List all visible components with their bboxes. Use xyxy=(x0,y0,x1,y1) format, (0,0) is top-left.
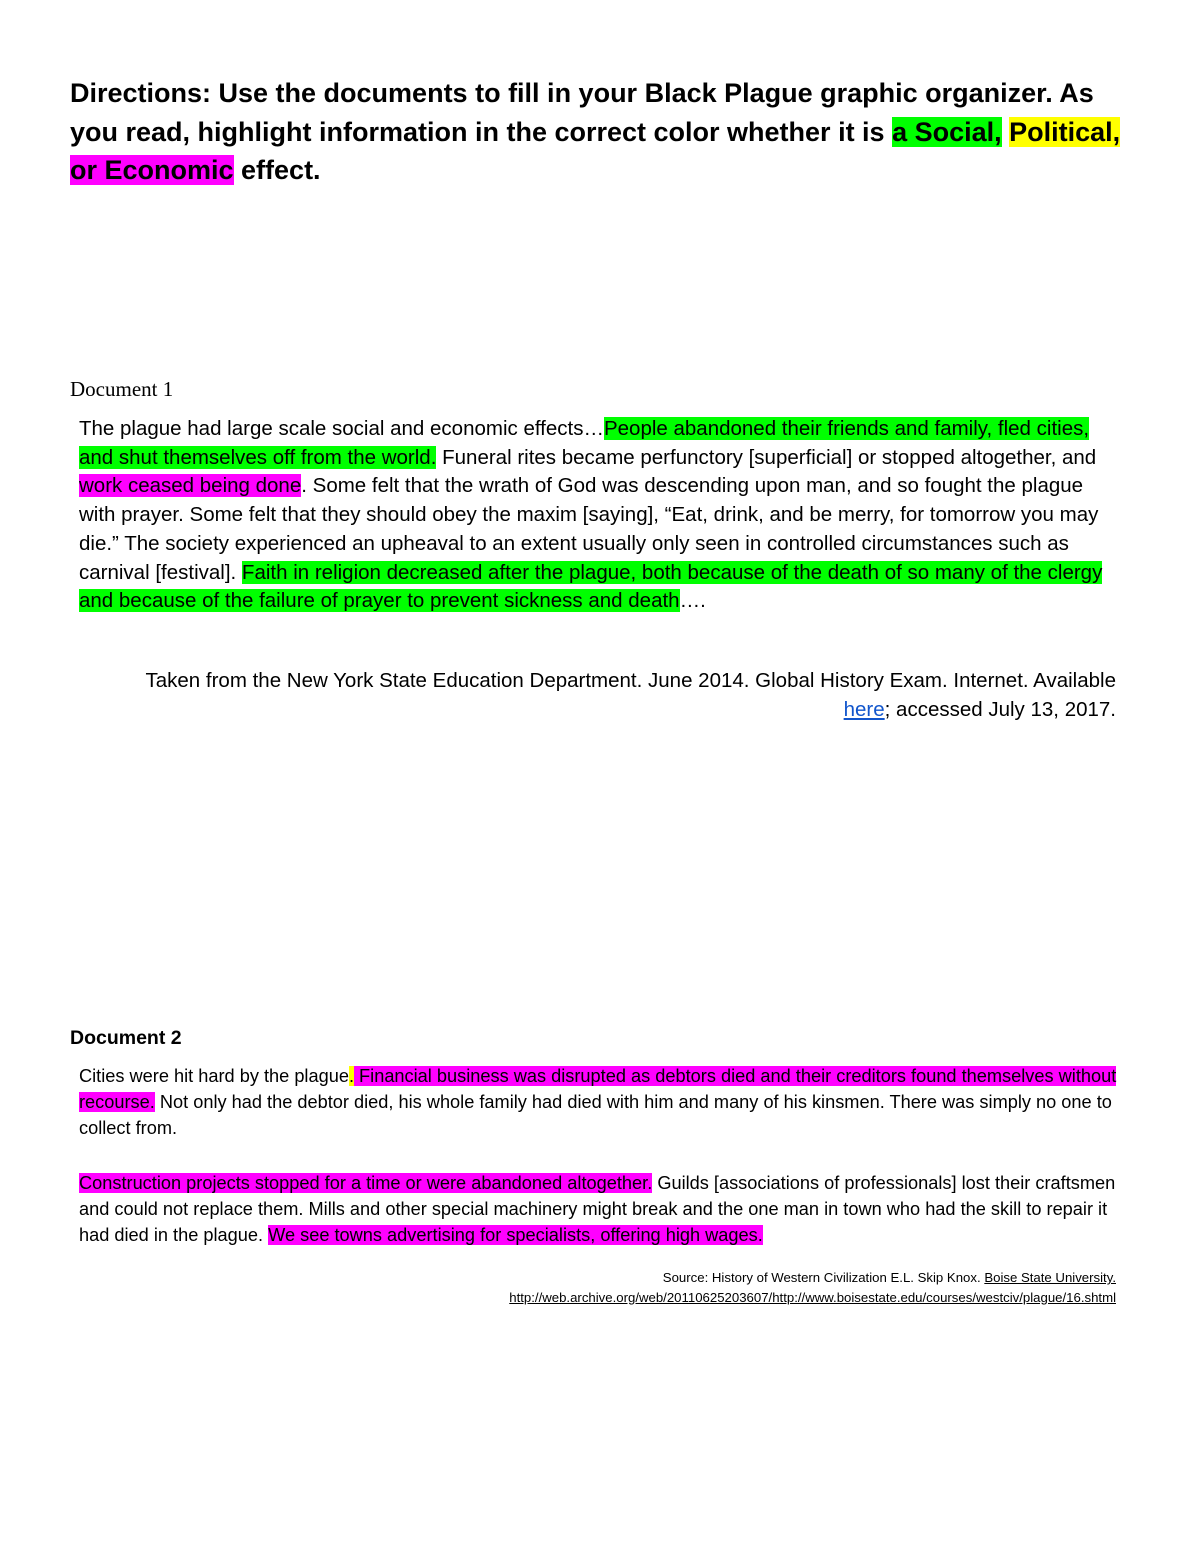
doc2-economic-highlight: We see towns advertising for specialists, offering high wages. xyxy=(268,1225,763,1245)
doc2-economic-highlight: Construction projects stopped for a time or were abandoned altogether. xyxy=(79,1173,653,1193)
doc1-text-segment: Funeral rites became perfunctory [superficial] or stopped altogether, and xyxy=(436,445,1097,469)
source-url-link[interactable]: http://web.archive.org/web/20110625203607/http://www.boisestate.edu/courses/westciv/plague/16.shtml xyxy=(509,1290,1116,1305)
doc1-social-highlight: Faith in religion decreased after the plague, both because of the death of so many of the clergy and because of the failure of prayer to prevent sickness and death xyxy=(79,560,1103,613)
directions-text: Directions: Use the documents to fill in your Black Plague graphic organizer. As you read, highlight information in the correct color whether it is xyxy=(70,78,1094,147)
economic-highlight-label: or Economic xyxy=(70,155,234,185)
doc1-text-segment: The plague had large scale social and economic effects… xyxy=(79,417,604,440)
doc2-political-highlight: . xyxy=(348,1066,354,1086)
doc1-text-segment: . Some felt that the wrath of God was descending upon man, and so fought the plague with prayer. Some felt that they should obey the maxim [saying], “Eat, drink, and be merry, for tomorrow you may die.” The society experienced an upheaval to an extent usually only seen in controlled circumstances such as carnival [festival]. xyxy=(79,474,1099,584)
political-highlight-label: Political, xyxy=(1009,116,1121,147)
citation-text: Taken from the New York State Education Department. June 2014. Global History Exam. Internet. Available xyxy=(145,669,1116,692)
doc1-text-segment: …. xyxy=(679,589,706,613)
directions-suffix: effect. xyxy=(233,155,321,185)
doc1-economic-highlight: work ceased being done xyxy=(79,474,302,498)
doc2-text-segment: Cities were hit hard by the plague xyxy=(79,1066,349,1086)
source-organization: Boise State University. xyxy=(984,1270,1116,1285)
doc2-economic-highlight: Financial business was disrupted as debtors died and their creditors found themselves without recourse. xyxy=(79,1066,1117,1112)
citation-suffix: ; accessed July 13, 2017. xyxy=(884,698,1116,721)
document-2-paragraph-2 xyxy=(79,1170,1119,1248)
citation-link[interactable]: here xyxy=(843,698,885,721)
document-1-citation xyxy=(79,666,1116,724)
document-2-paragraph-1 xyxy=(79,1063,1119,1141)
document-1-heading: Document 1 xyxy=(70,377,174,401)
doc2-text-segment: Guilds [associations of professionals] lost their craftsmen and could not replace them. Mills and other special machinery might break and the one man in town who had the skill to repair it had died in the plague. xyxy=(79,1173,1116,1245)
directions xyxy=(70,74,1130,190)
document-1-text xyxy=(79,415,1119,616)
source-text: Source: History of Western Civilization E.L. Skip Knox. xyxy=(662,1270,985,1285)
document-2-source xyxy=(300,1268,1116,1308)
doc2-text-segment: Not only had the debtor died, his whole family had died with him and many of his kinsmen. There was simply no one to collect from. xyxy=(79,1092,1112,1138)
social-highlight-label: a Social, xyxy=(892,116,1002,147)
document-2-heading: Document 2 xyxy=(70,1027,182,1049)
doc1-social-highlight: People abandoned their friends and family, fled cities, and shut themselves off from the world. xyxy=(79,417,1090,469)
